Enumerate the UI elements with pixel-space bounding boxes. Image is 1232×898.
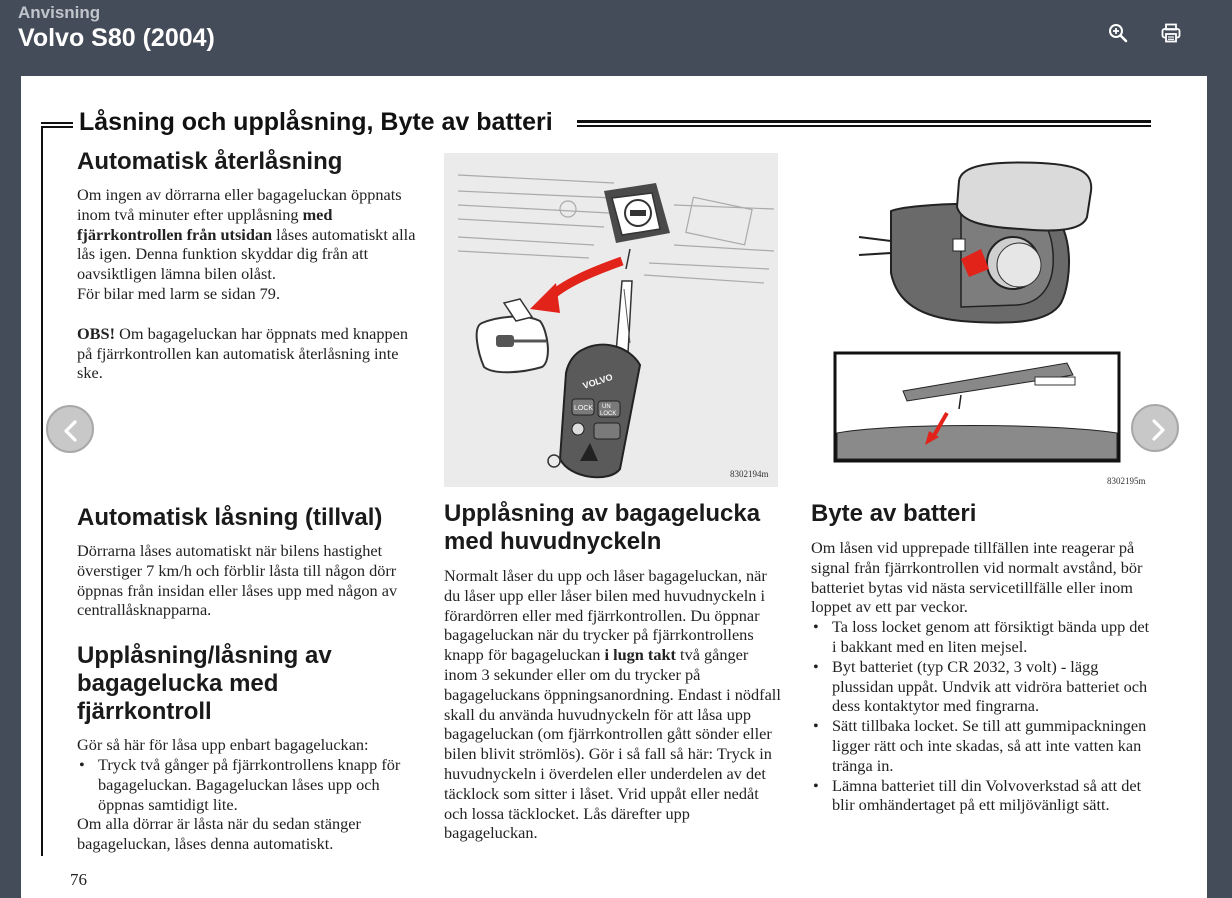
- paragraph-auto-lock: Dörrarna låses automatiskt när bilens hastighet överstiger 7 km/h och förblir låsta till någon dörr öppnas från insidan eller låses upp med någon av centrallåsknapparna.: [77, 541, 398, 620]
- figure-code: 8302195m: [1107, 476, 1146, 486]
- list-item: • Tryck två gånger på fjärrkontrollens knapp för bagageluckan. Bagageluckan låses upp och öppnas samtidigt lite.: [77, 755, 417, 814]
- heading-auto-lock: Automatisk låsning (tillval): [77, 504, 383, 531]
- paragraph-trunk-autolock: Om alla dörrar är låsta när du sedan stänger bagageluckan, låses denna automatiskt.: [77, 814, 361, 854]
- app-subtitle: Anvisning: [18, 3, 101, 22]
- text-bold: i lugn takt: [604, 645, 676, 665]
- lock-cylinder: [604, 183, 670, 243]
- heading-trunk-remote: Upplåsning/låsning av bagagelucka med fjärrkontroll: [77, 642, 332, 726]
- title-rule-right-2: [577, 125, 1151, 127]
- text: två gånger inom 3 sekunder eller om du trycker på bagageluckans öppningsanordning. Endast i nödfall skall du använda huvudnyckeln för att låsa upp bagageluckan (om fjärrkontrollen gått sönder eller bilen blivit strömlös). Gör i så fall så här: Tryck in huvudnyckeln i överdelen eller underdelen av det täcklock som sitter i låset. Vrid uppåt eller nedåt och lossa täcklocket. Lås därefter upp bagageluckan.: [444, 645, 781, 843]
- page-heading: Låsning och upplåsning, Byte av batteri: [79, 108, 553, 136]
- list-trunk-remote: [77, 755, 417, 814]
- heading-battery: Byte av batteri: [811, 500, 977, 527]
- list-item: • Lämna batteriet till din Volvoverkstad så att det blir omhändertaget på ett miljövänligt sätt.: [811, 776, 1151, 816]
- zoom-in-button[interactable]: [1107, 22, 1129, 44]
- page-number: 76: [70, 870, 87, 889]
- chevron-left-icon: [60, 419, 84, 443]
- paragraph-battery: Om låsen vid upprepade tillfällen inte reagerar på signal från fjärrkontrollen vid normalt avstånd, bör batteriet bytas vid nästa servicetillfälle eller inom loppet av ett par veckor.: [811, 538, 1143, 617]
- title-rule-left-2: [41, 126, 73, 128]
- column-2: [444, 500, 784, 843]
- key-lock-illustration: [444, 153, 778, 487]
- print-icon: [1160, 22, 1182, 44]
- title-rule-right: [577, 120, 1151, 123]
- lock-cover: [477, 299, 548, 372]
- print-button[interactable]: [1160, 22, 1182, 44]
- key-unlock-label-1: UN: [602, 404, 611, 410]
- figure-code: 8302194m: [730, 469, 769, 479]
- chevron-right-icon: [1145, 418, 1169, 442]
- heading-auto-relock: Automatisk återlåsning: [77, 148, 343, 175]
- red-arrowhead: [530, 283, 560, 313]
- list-item: • Sätt tillbaka locket. Se till att gummipackningen ligger rätt och inte skadas, så att inte vatten kan tränga in.: [811, 716, 1151, 775]
- document-title: Volvo S80 (2004): [18, 24, 215, 52]
- paragraph-trunk-key: [444, 566, 784, 843]
- heading-trunk-key: Upplåsning av bagagelucka med huvudnyckeln: [444, 500, 761, 555]
- figure-key-lock: [444, 153, 778, 487]
- paragraph-auto-relock: [77, 185, 417, 284]
- key-unlock-label-2: LOCK: [600, 411, 617, 417]
- column-1-lower: [77, 504, 417, 854]
- list-battery: [811, 617, 1151, 815]
- cover-detail: [835, 353, 1119, 461]
- zoom-in-icon: [1107, 22, 1129, 44]
- column-3: [811, 500, 1151, 815]
- column-1: [77, 148, 417, 383]
- key-lock-label: LOCK: [574, 405, 594, 412]
- list-item: • Byt batteriet (typ CR 2032, 3 volt) - lägg plussidan uppåt. Undvik att vidröra batteriet och dess kontaktytor med fingrarna.: [811, 657, 1151, 716]
- red-arrow: [548, 261, 622, 299]
- next-page-button[interactable]: [1131, 404, 1179, 452]
- note-label: OBS!: [77, 323, 116, 343]
- text-bold: med fjärrkontrollen från utsidan: [77, 204, 333, 244]
- text: låses automatiskt alla lås igen. Denna funktion skyddar dig från att oavsiktligen lämna bilen olåst.: [77, 224, 416, 284]
- previous-page-button[interactable]: [46, 405, 94, 453]
- left-margin-rule: [41, 126, 43, 856]
- document-page: [21, 76, 1207, 898]
- paragraph-note: [77, 324, 417, 383]
- figure-battery: [811, 153, 1151, 493]
- title-rule-left: [41, 122, 73, 124]
- list-item: • Ta loss locket genom att försiktigt bända upp det i bakkant med en liten mejsel.: [811, 617, 1151, 657]
- text: Om bagageluckan har öppnats med knappen på fjärrkontrollen kan automatisk återlåsning inte ske.: [77, 323, 408, 383]
- key-housing: [859, 163, 1091, 323]
- remote-key: [548, 345, 640, 478]
- paragraph-trunk-remote: Gör så här för låsa upp enbart bagageluckan:: [77, 735, 369, 755]
- text: Normalt låser du upp och låser bagageluckan, när du låser upp eller låser bilen med huvudnyckeln i förardörren eller med fjärrkontrollen. Du öppnar bagageluckan när du trycker på fjärrkontrollens knapp för bagageluckan: [444, 566, 767, 665]
- key-brand-label: VOLVO: [581, 371, 614, 391]
- top-bar: [0, 0, 1232, 76]
- battery-illustration: [811, 153, 1151, 493]
- paragraph-alarm-ref: För bilar med larm se sidan 79.: [77, 283, 281, 303]
- text: Om ingen av dörrarna eller bagageluckan öppnats inom två minuter efter upplåsning: [77, 185, 402, 224]
